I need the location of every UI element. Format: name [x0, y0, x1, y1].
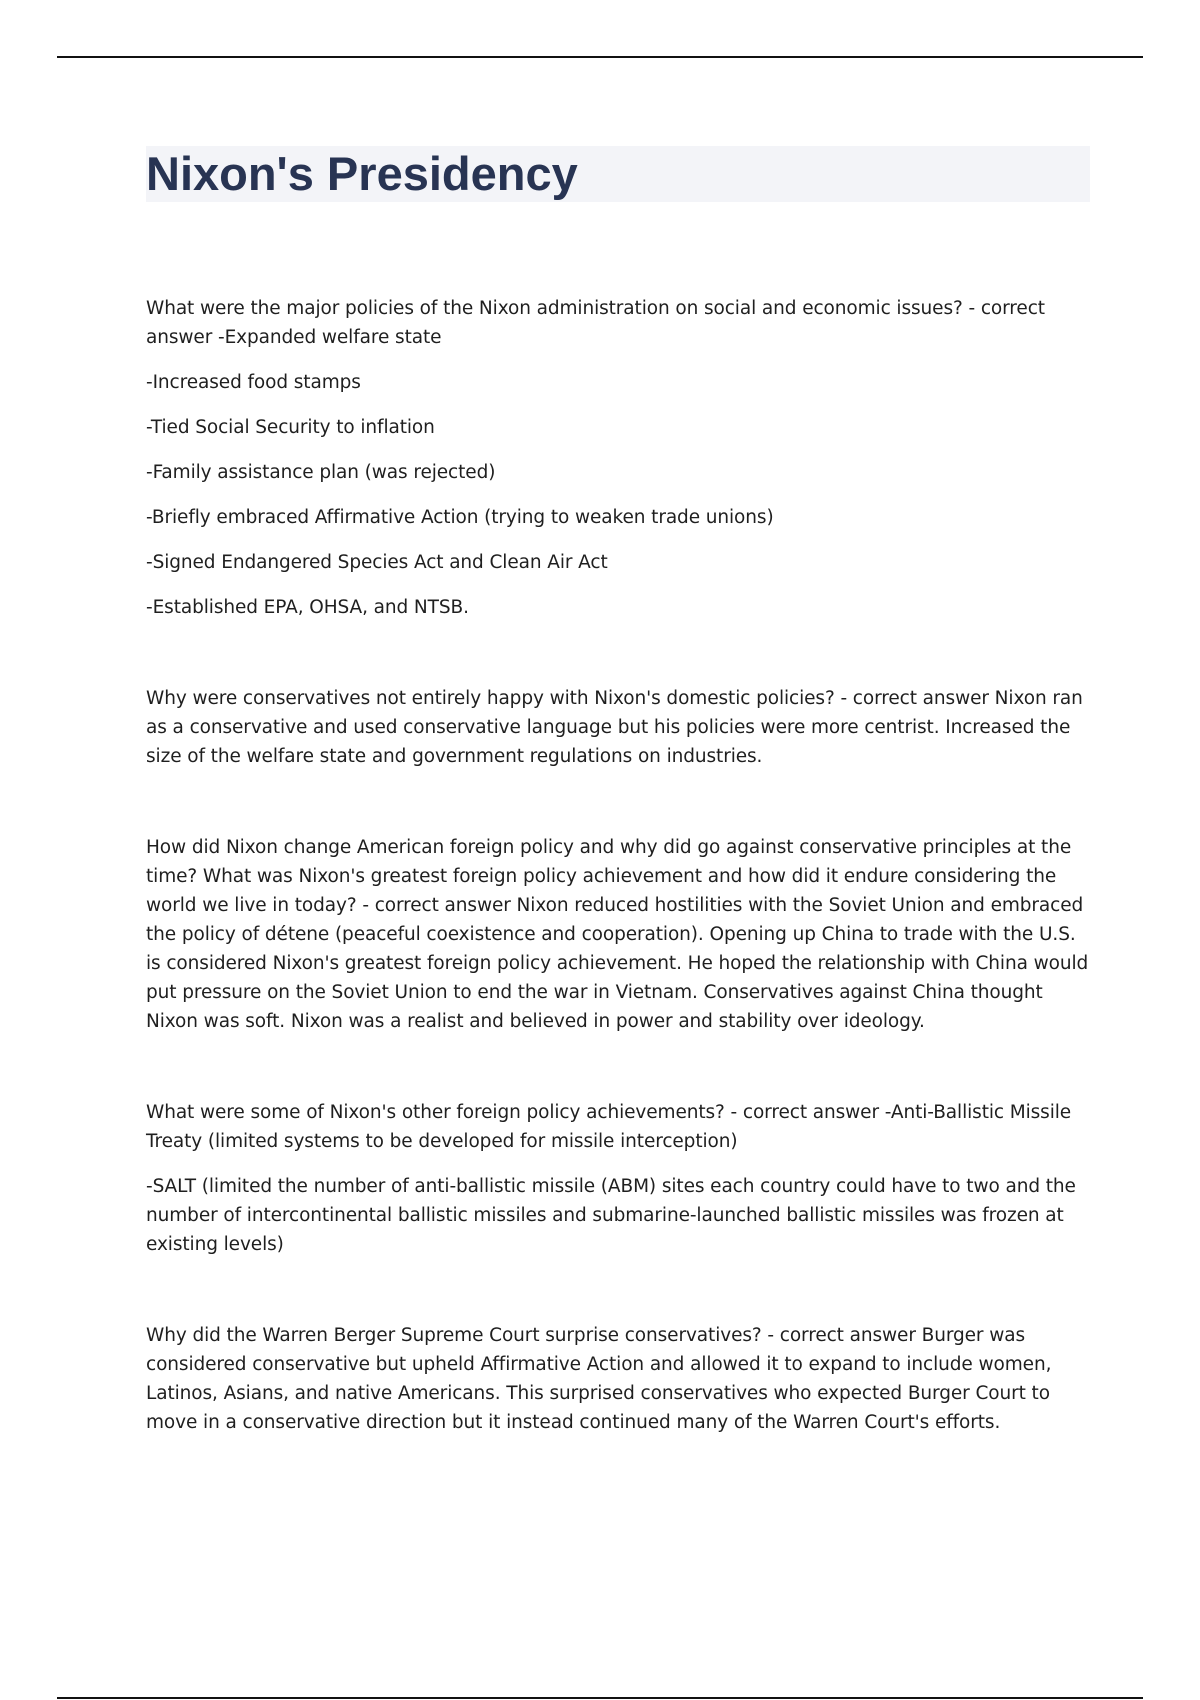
- qa-paragraph: Why did the Warren Berger Supreme Court surprise conservatives? - correct answer Burger was considered conservative but upheld Affirmative Action and allowed it to expand to include women, Latinos, Asians, and native Americans. This surprised conservatives who expected Burger Court to move in a conservative direction but it instead continued many of the Warren Court's efforts.: [146, 1325, 1052, 1433]
- qa-paragraph: Why were conservatives not entirely happy with Nixon's domestic policies? - correct answer Nixon ran as a conservative and used conservative language but his policies were more centrist. Increased the size of the welfare state and government regulations on industries.: [146, 688, 1083, 767]
- document-body: [146, 146, 1090, 1499]
- qa-paragraph: -Family assistance plan (was rejected): [146, 462, 496, 483]
- qa-item: [146, 833, 1090, 1036]
- qa-item: [146, 1098, 1090, 1259]
- top-rule: [57, 56, 1143, 58]
- qa-paragraph: -SALT (limited the number of anti-ballistic missile (ABM) sites each country could have to two and the number of intercontinental ballistic missiles and submarine-launched ballistic missiles was frozen at existing levels): [146, 1176, 1076, 1255]
- qa-paragraph: -Increased food stamps: [146, 372, 361, 393]
- qa-item: [146, 294, 1090, 622]
- qa-paragraph: How did Nixon change American foreign policy and why did go against conservative principles at the time? What was Nixon's greatest foreign policy achievement and how did it endure considering the world we live in today? - correct answer Nixon reduced hostilities with the Soviet Union and embraced the policy of détene (peaceful coexistence and cooperation). Opening up China to trade with the U.S. is considered Nixon's greatest foreign policy achievement. He hoped the relationship with China would put pressure on the Soviet Union to end the war in Vietnam. Conservatives against China thought Nixon was soft. Nixon was a realist and believed in power and stability over ideology.: [146, 837, 1089, 1032]
- bottom-rule: [57, 1697, 1143, 1699]
- page-title: Nixon's Presidency: [146, 147, 578, 200]
- qa-item: [146, 684, 1090, 771]
- qa-paragraph: -Signed Endangered Species Act and Clean Air Act: [146, 552, 608, 573]
- qa-paragraph: -Established EPA, OHSA, and NTSB.: [146, 597, 469, 618]
- title-banner: [146, 146, 1090, 202]
- qa-paragraph: What were the major policies of the Nixon administration on social and economic issues? - correct answer -Expanded welfare state: [146, 298, 1045, 348]
- qa-item: [146, 1321, 1090, 1437]
- qa-paragraph: -Tied Social Security to inflation: [146, 417, 435, 438]
- qa-paragraph: What were some of Nixon's other foreign policy achievements? - correct answer -Anti-Ballistic Missile Treaty (limited systems to be developed for missile interception): [146, 1102, 1072, 1152]
- qa-paragraph: -Briefly embraced Affirmative Action (trying to weaken trade unions): [146, 507, 774, 528]
- qa-list: [146, 294, 1090, 1437]
